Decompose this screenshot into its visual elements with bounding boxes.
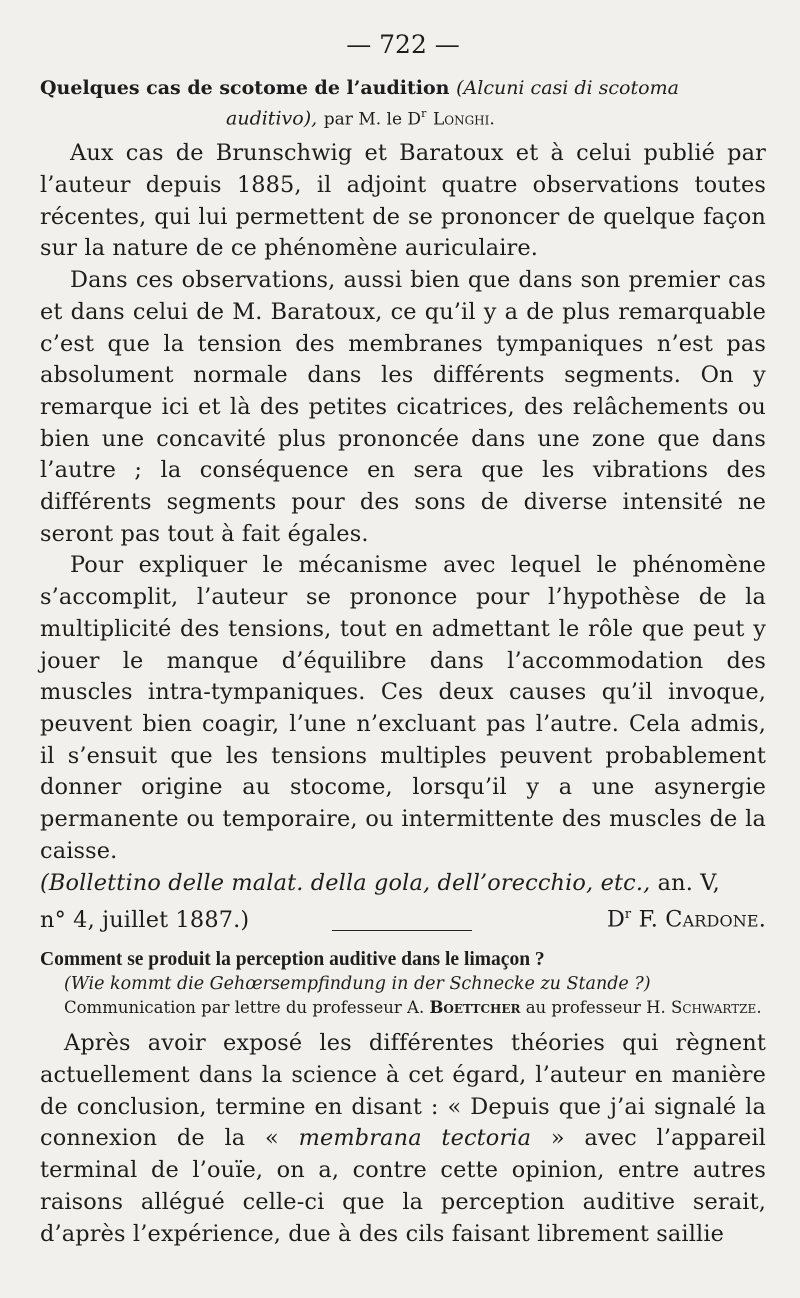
article1-paragraph-1: Aux cas de Brunschwig et Baratoux et à celui publié par l’auteur depuis 1885, il adjoint quatre observations toutes récentes, qui lui permettent de se prononcer de quelque façon sur la nature de ce phénomène auriculaire.: [40, 140, 766, 262]
article2-paragraph-start: Après avoir exposé les différentes théories qui règnent actuellement dans la science à cet égard, l’auteur en manière de conclusion, termine en disant : « Depuis que j’ai signalé la connexion de la «: [40, 1030, 766, 1152]
article1-byline-line: [40, 101, 766, 132]
article2-byline: [40, 996, 766, 1020]
article1-citation-rest: an. V,: [657, 869, 720, 896]
article1-title-block: [40, 75, 766, 132]
article1-title-italic: (Alcuni casi di scotoma: [456, 77, 679, 99]
article1-title-italic2: auditivo),: [226, 107, 318, 130]
article2-byline-name2: H. Schwartze.: [646, 998, 762, 1018]
article2-paragraph-end: » avec l’appareil terminal de l’ouïe, on a, contre cette opinion, entre autres raisons allégué celle-ci que la perception auditive serait, d’après l’expérience, due à des cils faisant librement saillie: [40, 1125, 766, 1247]
section-divider: [332, 930, 472, 931]
article1-signature-name: F. Cardone.: [638, 906, 766, 933]
article1-title-line: [40, 75, 766, 101]
page-number: — 722 —: [346, 30, 460, 59]
article2-subtitle: (Wie kommt die Gehœrsempfindung in der Schnecke zu Stande ?): [64, 974, 651, 995]
article1-signature-prefix: D: [606, 906, 625, 933]
article2-byline-mid: au professeur: [525, 998, 641, 1018]
article2-paragraph-italic: membrana tectoria: [298, 1125, 532, 1152]
article2-body: [40, 1028, 766, 1250]
article1-paragraph-2: Dans ces observations, aussi bien que dans son premier cas et dans celui de M. Baratoux, ce qu’il y a de plus remarquable c’est que la tension des membranes tympaniques n’est pas absolument normale dans les différents segments. On y remarque ici et là des petites cicatrices, des relâchements ou bien une concavité plus prononcée dans une zone que dans l’autre ; la conséquence en sera que les vibrations des différents segments pour des sons de diverse intensité ne seront pas tout à fait égales.: [40, 267, 766, 547]
article1-signature: [607, 899, 766, 936]
article1-byline-prefix: par M. le D: [323, 109, 422, 130]
article2-byline-name1: Boettcher: [429, 998, 521, 1018]
article1-citation-issue: n° 4, juillet 1887.): [40, 906, 250, 933]
article1-citation-italic: (Bollettino delle malat. della gola, dell’orecchio, etc.,: [40, 869, 651, 896]
article2-title: Comment se produit la perception auditive dans le limaçon ?: [40, 949, 545, 971]
article1-byline-sup: r: [421, 107, 427, 120]
article1-byline-name: Longhi.: [432, 109, 495, 130]
article1-title: Quelques cas de scotome de l’audition: [40, 77, 450, 99]
article1-paragraph-3: Pour expliquer le mécanisme avec lequel le phénomène s’accomplit, l’auteur se prononce pour l’hypothèse de la multiplicité des tensions, tout en admettant le rôle que peut y jouer le manque d’équilibre dans l’accommodation des muscles intra-tympaniques. Ces deux causes qu’il invoque, peuvent bien coagir, l’une n’excluant pas l’autre. Cela admis, il s’ensuit que les tensions multiples peuvent probablement donner origine au stocome, lorsqu’il y a une asynergie permanente ou temporaire, ou intermittente des muscles de la caisse.: [40, 552, 766, 864]
article1-citation-line1: [40, 868, 766, 900]
article1-body: [40, 138, 766, 936]
article1-signature-sup: r: [624, 907, 632, 923]
article2-byline-text: Communication par lettre du professeur A.: [64, 998, 425, 1018]
article2-paragraph: [40, 1028, 766, 1250]
